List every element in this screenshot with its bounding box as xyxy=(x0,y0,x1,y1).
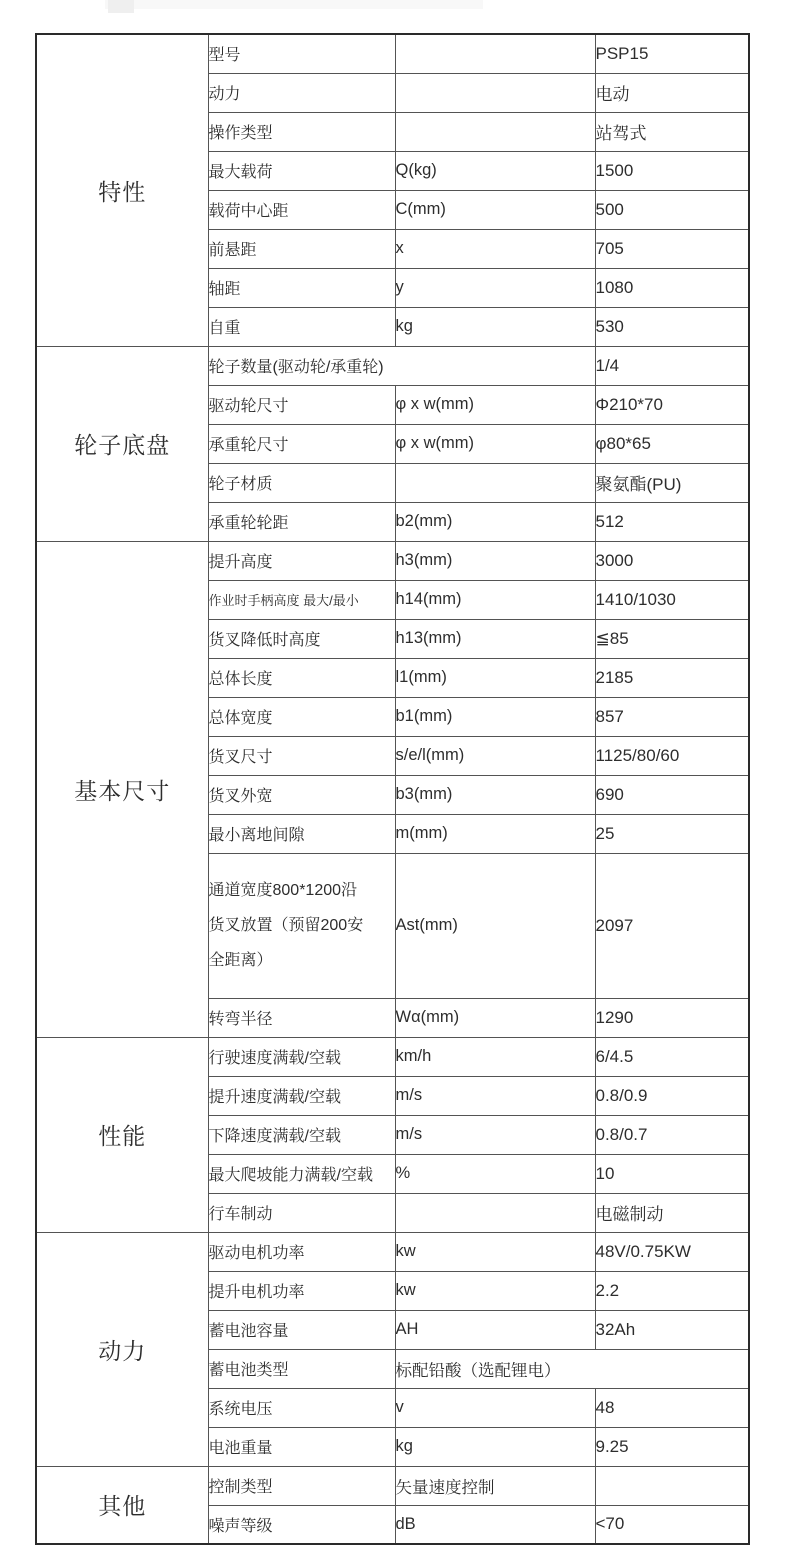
spec-value: <70 xyxy=(595,1505,749,1544)
spec-symbol xyxy=(395,34,595,73)
spec-value: 512 xyxy=(595,502,749,541)
spec-label: 轴距 xyxy=(208,268,395,307)
spec-value: 0.8/0.9 xyxy=(595,1076,749,1115)
section-category: 动力 xyxy=(36,1232,208,1466)
table-row xyxy=(36,346,749,385)
spec-symbol: kw xyxy=(395,1232,595,1271)
spec-value: 电动 xyxy=(595,73,749,112)
spec-value: 2185 xyxy=(595,658,749,697)
top-edge-remnant xyxy=(105,0,483,9)
spec-symbol: kw xyxy=(395,1271,595,1310)
spec-label: 噪声等级 xyxy=(208,1505,395,1544)
spec-label: 总体长度 xyxy=(208,658,395,697)
spec-label: 货叉尺寸 xyxy=(208,736,395,775)
section-category: 基本尺寸 xyxy=(36,541,208,1037)
spec-symbol: φ x w(mm) xyxy=(395,424,595,463)
spec-value: 500 xyxy=(595,190,749,229)
spec-symbol: h13(mm) xyxy=(395,619,595,658)
spec-label: 前悬距 xyxy=(208,229,395,268)
spec-label: 行驶速度满载/空载 xyxy=(208,1037,395,1076)
spec-label: 操作类型 xyxy=(208,112,395,151)
spec-value: 48V/0.75KW xyxy=(595,1232,749,1271)
table-row xyxy=(36,1466,749,1505)
spec-label: 轮子材质 xyxy=(208,463,395,502)
spec-label: 最大爬坡能力满载/空载 xyxy=(208,1154,395,1193)
spec-symbol: kg xyxy=(395,307,595,346)
spec-label: 货叉外宽 xyxy=(208,775,395,814)
spec-symbol: h3(mm) xyxy=(395,541,595,580)
spec-symbol: C(mm) xyxy=(395,190,595,229)
spec-label: 自重 xyxy=(208,307,395,346)
spec-symbol: l1(mm) xyxy=(395,658,595,697)
spec-symbol: Q(kg) xyxy=(395,151,595,190)
spec-label: 作业时手柄高度 最大/最小 xyxy=(208,580,395,619)
spec-label: 转弯半径 xyxy=(208,998,395,1037)
spec-value: 站驾式 xyxy=(595,112,749,151)
spec-table xyxy=(35,33,750,1545)
spec-value: 6/4.5 xyxy=(595,1037,749,1076)
spec-label: 承重轮尺寸 xyxy=(208,424,395,463)
spec-label: 电池重量 xyxy=(208,1427,395,1466)
spec-value: 聚氨酯(PU) xyxy=(595,463,749,502)
table-row xyxy=(36,34,749,73)
spec-label: 驱动轮尺寸 xyxy=(208,385,395,424)
spec-label: 控制类型 xyxy=(208,1466,395,1505)
spec-symbol: m(mm) xyxy=(395,814,595,853)
spec-value: 32Ah xyxy=(595,1310,749,1349)
spec-label: 最小离地间隙 xyxy=(208,814,395,853)
spec-value: 2.2 xyxy=(595,1271,749,1310)
spec-value: 690 xyxy=(595,775,749,814)
spec-label: 通道宽度800*1200沿货叉放置（预留200安全距离） xyxy=(208,853,395,998)
spec-symbol: h14(mm) xyxy=(395,580,595,619)
spec-symbol: Ast(mm) xyxy=(395,853,595,998)
spec-symbol: b1(mm) xyxy=(395,697,595,736)
spec-label: 提升速度满载/空载 xyxy=(208,1076,395,1115)
spec-value: 10 xyxy=(595,1154,749,1193)
spec-label: 驱动电机功率 xyxy=(208,1232,395,1271)
spec-label: 提升电机功率 xyxy=(208,1271,395,1310)
spec-table-body xyxy=(36,34,749,1544)
spec-label: 蓄电池容量 xyxy=(208,1310,395,1349)
spec-value: 1500 xyxy=(595,151,749,190)
top-edge-remnant-block xyxy=(108,0,134,13)
section-category: 特性 xyxy=(36,34,208,346)
spec-label: 下降速度满载/空载 xyxy=(208,1115,395,1154)
spec-value: 705 xyxy=(595,229,749,268)
spec-symbol: AH xyxy=(395,1310,595,1349)
spec-value: 0.8/0.7 xyxy=(595,1115,749,1154)
spec-symbol: dB xyxy=(395,1505,595,1544)
spec-value: 25 xyxy=(595,814,749,853)
spec-label: 型号 xyxy=(208,34,395,73)
spec-symbol: s/e/l(mm) xyxy=(395,736,595,775)
spec-value: 1410/1030 xyxy=(595,580,749,619)
spec-value: 电磁制动 xyxy=(595,1193,749,1232)
section-category: 其他 xyxy=(36,1466,208,1544)
spec-value: 9.25 xyxy=(595,1427,749,1466)
table-row xyxy=(36,541,749,580)
spec-symbol: % xyxy=(395,1154,595,1193)
spec-symbol xyxy=(395,112,595,151)
spec-symbol: Wα(mm) xyxy=(395,998,595,1037)
spec-symbol xyxy=(395,463,595,502)
spec-symbol: m/s xyxy=(395,1076,595,1115)
spec-symbol: v xyxy=(395,1388,595,1427)
spec-symbol: y xyxy=(395,268,595,307)
spec-value: 48 xyxy=(595,1388,749,1427)
spec-label: 蓄电池类型 xyxy=(208,1349,395,1388)
spec-symbol: x xyxy=(395,229,595,268)
spec-symbol: φ x w(mm) xyxy=(395,385,595,424)
spec-symbol xyxy=(395,1193,595,1232)
spec-symbol: 标配铅酸（选配锂电） xyxy=(395,1349,749,1388)
spec-value: Φ210*70 xyxy=(595,385,749,424)
spec-sheet xyxy=(35,33,750,1545)
spec-label: 承重轮轮距 xyxy=(208,502,395,541)
spec-value: PSP15 xyxy=(595,34,749,73)
spec-label: 动力 xyxy=(208,73,395,112)
spec-label: 货叉降低时高度 xyxy=(208,619,395,658)
spec-value: φ80*65 xyxy=(595,424,749,463)
spec-symbol: kg xyxy=(395,1427,595,1466)
spec-symbol: 矢量速度控制 xyxy=(395,1466,595,1505)
spec-value: 3000 xyxy=(595,541,749,580)
table-row xyxy=(36,1037,749,1076)
spec-value: 857 xyxy=(595,697,749,736)
spec-symbol: km/h xyxy=(395,1037,595,1076)
section-category: 轮子底盘 xyxy=(36,346,208,541)
spec-value: 2097 xyxy=(595,853,749,998)
section-category: 性能 xyxy=(36,1037,208,1232)
spec-value: 1/4 xyxy=(595,346,749,385)
spec-label: 系统电压 xyxy=(208,1388,395,1427)
spec-label: 总体宽度 xyxy=(208,697,395,736)
spec-label: 行车制动 xyxy=(208,1193,395,1232)
spec-symbol: b3(mm) xyxy=(395,775,595,814)
spec-label: 载荷中心距 xyxy=(208,190,395,229)
spec-symbol: b2(mm) xyxy=(395,502,595,541)
spec-symbol: m/s xyxy=(395,1115,595,1154)
spec-value xyxy=(595,1466,749,1505)
spec-value: 1125/80/60 xyxy=(595,736,749,775)
table-row xyxy=(36,1232,749,1271)
spec-value: 1080 xyxy=(595,268,749,307)
spec-value: 1290 xyxy=(595,998,749,1037)
spec-label: 轮子数量(驱动轮/承重轮) xyxy=(208,346,595,385)
spec-label: 最大载荷 xyxy=(208,151,395,190)
spec-value: 530 xyxy=(595,307,749,346)
spec-label: 提升高度 xyxy=(208,541,395,580)
spec-value: ≦85 xyxy=(595,619,749,658)
spec-symbol xyxy=(395,73,595,112)
